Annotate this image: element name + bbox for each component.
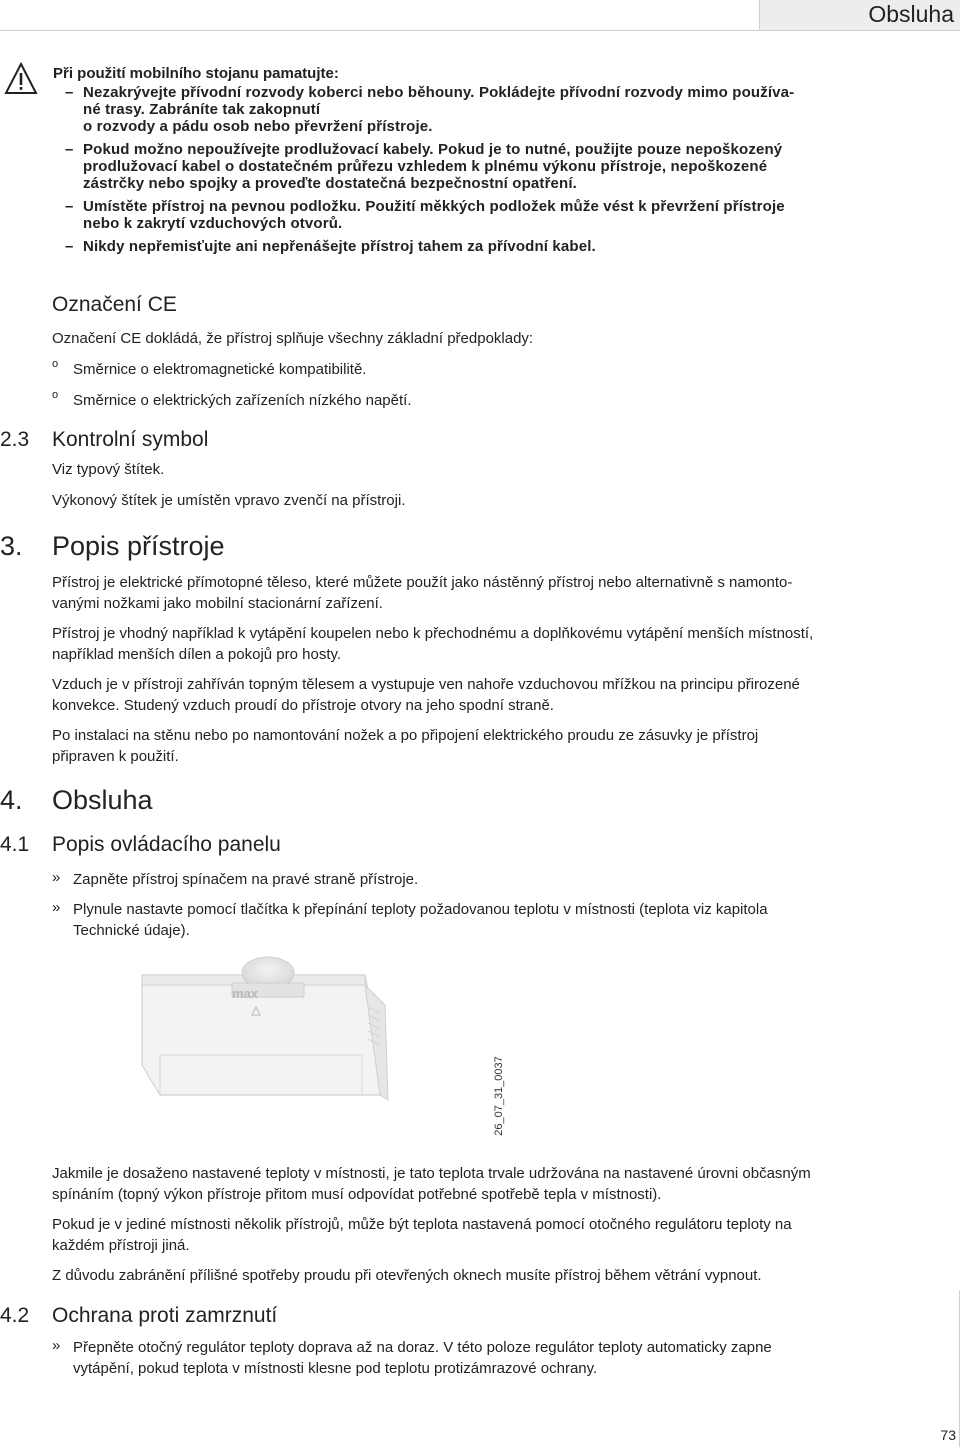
paragraph: Viz typový štítek. [52, 461, 165, 478]
chevron-marker: » [52, 1337, 61, 1354]
paragraph [52, 674, 944, 716]
paragraph: Z důvodu zabránění přílišné spotřeby proudu při otevřených oknech musíte přístroj během větrání vypnout. [52, 1267, 762, 1284]
line: Nikdy nepřemisťujte ani nepřenášejte přístroj tahem za přívodní kabel. [83, 238, 596, 255]
chevron-marker: » [52, 869, 61, 886]
ce-item: Směrnice o elektrických zařízeních nízkého napětí. [73, 392, 412, 409]
bullet-marker: o [52, 358, 59, 370]
line: Vzduch je v přístroji zahříván topným tělesem a vystupuje ven nahoře vzduchovou mřížkou na principu přirozené [52, 676, 800, 693]
line: né trasy. Zabráníte tak zakopnutí [83, 101, 321, 118]
chapter-number: 3. [0, 531, 23, 561]
chevron-marker: » [52, 899, 61, 916]
paragraph [52, 725, 944, 767]
header-tab [759, 0, 960, 31]
section-number: 4.2 [0, 1304, 30, 1327]
page-number: 73 [940, 1427, 956, 1443]
line: Plynule nastavte pomocí tlačítka k přepínání teploty požadovanou teplotu v místnosti (teplota viz kapitola [73, 901, 768, 918]
line: spínáním (topný výkon přístroje přitom musí odpovídat potřebné spotřebě tepla v místnosti). [52, 1186, 662, 1203]
warning-item [53, 141, 933, 192]
warning-title: Při použití mobilního stojanu pamatujte: [53, 65, 339, 82]
warning-list [53, 84, 933, 261]
chapter-heading: Popis přístroje [52, 531, 225, 561]
paragraph [52, 1163, 944, 1205]
ce-heading: Označení CE [52, 293, 177, 316]
line: prodlužovací kabel o dostatečném průřezu vzhledem k plnému výkonu přístroje, nepoškozené [83, 158, 768, 175]
section-heading: Ochrana proti zamrznutí [52, 1304, 278, 1327]
dash-marker: – [65, 84, 74, 101]
dial-label: max [232, 986, 259, 1001]
dash-marker: – [65, 141, 74, 158]
line: například menších dílen a pokojů pro hosty. [52, 646, 342, 663]
line: Pokud možno nepoužívejte prodlužovací kabely. Pokud je to nutné, použijte pouze nepoškozený [83, 141, 783, 158]
header-title: Obsluha [868, 1, 954, 27]
bullet-marker: o [52, 389, 59, 401]
heater-illustration [140, 945, 540, 1145]
line: Jakmile je dosaženo nastavené teploty v místnosti, je tato teplota trvale udržována na nastavené úrovni občasným [52, 1165, 811, 1182]
line: nebo k zakrytí vzduchových otvorů. [83, 215, 343, 232]
warning-item [53, 238, 933, 255]
dash-marker: – [65, 198, 74, 215]
line: konvekce. Studený vzduch proudí do přístroje otvory na jeho spodní straně. [52, 697, 554, 714]
warning-icon [4, 62, 38, 96]
paragraph [52, 623, 944, 665]
line: každém přístroji jiná. [52, 1237, 190, 1254]
line: vanými nožkami jako mobilní stacionární zařízení. [52, 595, 383, 612]
dash-marker: – [65, 238, 74, 255]
line: Přístroj je elektrické přímotopné těleso, které můžete použít jako nástěnný přístroj nebo alternativně s namonto- [52, 574, 793, 591]
line: vytápění, pokud teplota v místnosti klesne pod teplotu protizámrazové ochrany. [73, 1360, 598, 1377]
line: Umístěte přístroj na pevnou podložku. Použití měkkých podložek může vést k převržení přístroje [83, 198, 785, 215]
section-heading: Kontrolní symbol [52, 428, 209, 451]
line: Přístroj je vhodný například k vytápění koupelen nebo k přechodnému a doplňkovému vytápění menších místností, [52, 625, 814, 642]
chapter-number: 4. [0, 785, 23, 815]
step [73, 1337, 944, 1379]
header-rule [0, 30, 960, 31]
line: Přepněte otočný regulátor teploty doprava až na doraz. V této poloze regulátor teploty automaticky zapne [73, 1339, 772, 1356]
step [73, 899, 944, 941]
line: připraven k použití. [52, 748, 179, 765]
ce-intro: Označení CE dokládá, že přístroj splňuje všechny základní předpoklady: [52, 330, 534, 347]
figure-code-text: 26_07_31_0037 [493, 1056, 505, 1136]
ce-item: Směrnice o elektromagnetické kompatibilitě. [73, 361, 367, 378]
line: zástrčky nebo spojky a proveďte dostatečná bezpečnostní opatření. [83, 175, 577, 192]
line: Po instalaci na stěnu nebo po namontování nožek a po připojení elektrického proudu ze zásuvky je přístroj [52, 727, 759, 744]
section-number: 2.3 [0, 428, 30, 451]
section-heading: Popis ovládacího panelu [52, 833, 281, 856]
paragraph [52, 572, 944, 614]
line: Technické údaje). [73, 922, 190, 939]
warning-item [53, 84, 933, 135]
step: Zapněte přístroj spínačem na pravé straně přístroje. [73, 871, 419, 888]
chapter-heading: Obsluha [52, 785, 153, 815]
line: Nezakrývejte přívodní rozvody koberci nebo běhouny. Pokládejte přívodní rozvody mimo používa- [83, 84, 795, 101]
paragraph: Výkonový štítek je umístěn vpravo zvenčí na přístroji. [52, 492, 406, 509]
warning-item [53, 198, 933, 232]
line: o rozvody a pádu osob nebo převržení přístroje. [83, 118, 433, 135]
paragraph [52, 1214, 944, 1256]
line: Pokud je v jediné místnosti několik přístrojů, může být teplota nastavená pomocí otočného regulátoru teploty na [52, 1216, 792, 1233]
section-number: 4.1 [0, 833, 30, 856]
figure-code [488, 1055, 510, 1137]
